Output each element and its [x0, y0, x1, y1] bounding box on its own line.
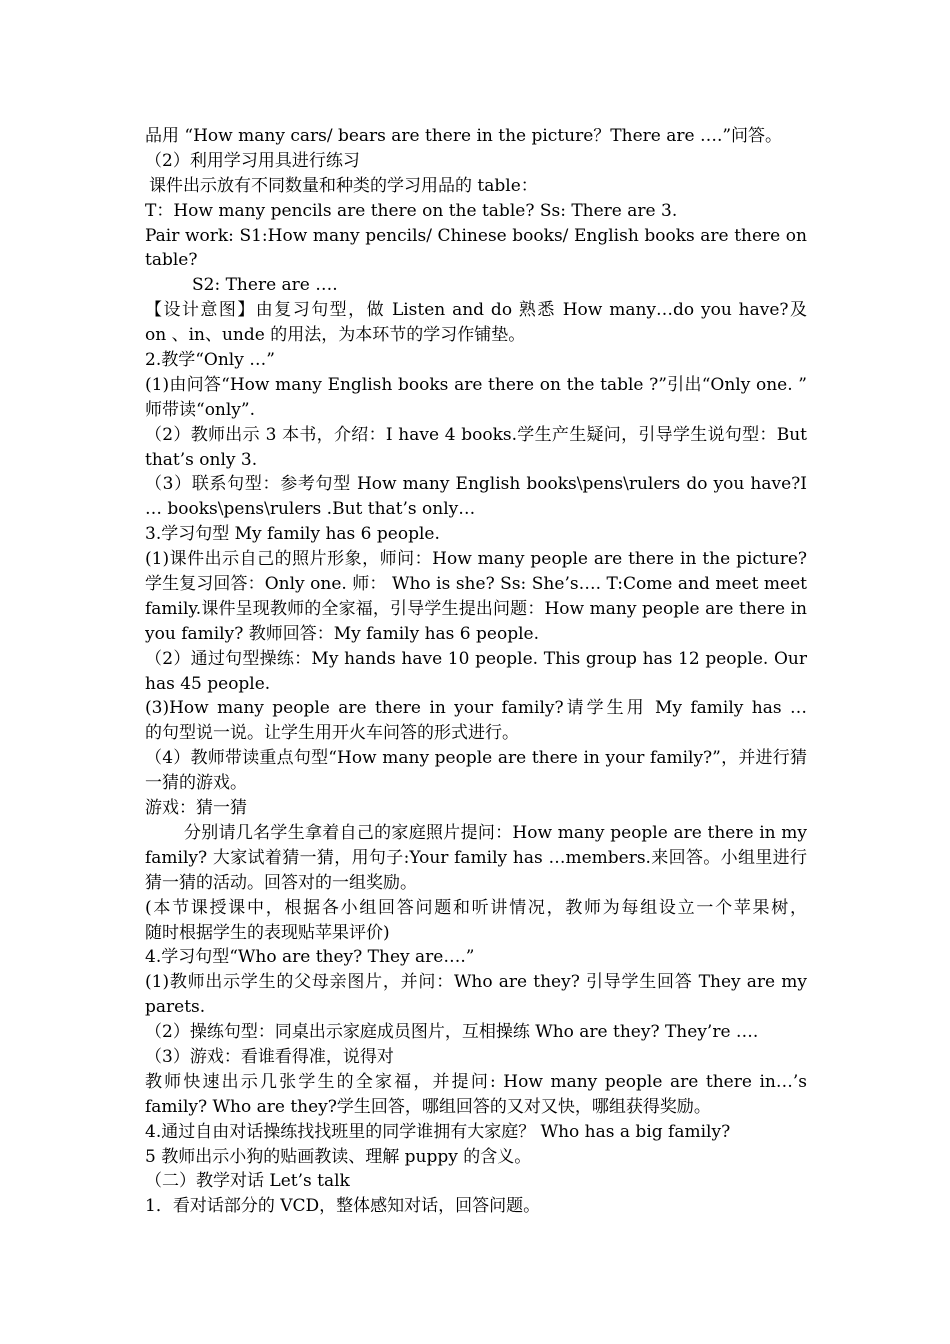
text-line: （3）游戏：看谁看得准，说得对: [145, 1046, 394, 1067]
text-line: table?: [145, 250, 198, 271]
section-heading: 2.教学“Only …”: [145, 350, 275, 371]
text-line: (1)由问答“How many English books are there on the table ?”引出“Only one. ”: [145, 374, 807, 395]
text-line: you family? 教师回答：My family has 6 people.: [145, 623, 539, 644]
text-line: T：How many pencils are there on the table? Ss: There are 3.: [145, 200, 678, 221]
text-line: （4）教师带读重点句型“How many people are there in your family?”，并进行猜: [145, 748, 807, 769]
text-line: … books\pens\rulers .But that’s only…: [145, 499, 476, 520]
text-line: 分别请几名学生拿着自己的家庭照片提问：How many people are there in my: [184, 822, 807, 843]
text-line: parets.: [145, 997, 206, 1018]
text-line: 品用 “How many cars/ bears are there in the picture？There are ….”问答。: [145, 126, 783, 146]
text-line: 教师快速出示几张学生的全家福，并提问: How many people are there in…’s: [145, 1071, 807, 1092]
text-line: (1)教师出示学生的父母亲图片，并问：Who are they? 引导学生回答 They are my: [145, 972, 807, 993]
text-line: 的句型说一说。让学生用开火车问答的形式进行。: [145, 723, 519, 744]
text-line: S2: There are ….: [192, 275, 338, 296]
text-line: 1．看对话部分的 VCD，整体感知对话，回答问题。: [145, 1196, 541, 1217]
text-line: （2）操练句型：同桌出示家庭成员图片，互相操练 Who are they? They’re ….: [145, 1022, 759, 1043]
text-line: that’s only 3.: [145, 449, 258, 470]
section-heading: 3.学习句型 My family has 6 people.: [145, 524, 440, 545]
text-line: 猜一猜的活动。回答对的一组奖励。: [145, 872, 417, 893]
text-line: has 45 people.: [145, 673, 271, 694]
text-line: （3）联系句型：参考句型 How many English books\pens\rulers do you have?I: [145, 474, 807, 495]
text-line: on 、in、unde 的用法，为本环节的学习作铺垫。: [145, 325, 526, 346]
text-line: (本节课授课中，根据各小组回答问题和听讲情况，教师为每组设立一个苹果树，: [145, 897, 807, 918]
text-line: 一猜的游戏。: [145, 773, 247, 794]
game-heading: 游戏：猜一猜: [145, 798, 247, 819]
text-line: （2）通过句型操练：My hands have 10 people. This group has 12 people. Our: [145, 648, 807, 669]
section-heading: 4.学习句型“Who are they? They are….”: [145, 947, 475, 968]
section-heading: 4.通过自由对话操练找找班里的同学谁拥有大家庭？ Who has a big family?: [145, 1121, 731, 1142]
section-heading: （二）教学对话 Let’s talk: [145, 1171, 350, 1192]
text-line: Pair work: S1:How many pencils/ Chinese books/ English books are there on: [145, 225, 807, 246]
text-line: (3)How many people are there in your family?请学生用 My family has …: [145, 698, 807, 719]
text-line: 学生复习回答：Only one. 师： Who is she? Ss: She’s…. T:Come and meet meet: [145, 574, 807, 595]
text-line: （2）利用学习用具进行练习: [145, 150, 360, 171]
text-line: (1)课件出示自己的照片形象，师问：How many people are there in the picture?: [145, 549, 807, 570]
text-line: family.课件呈现教师的全家福，引导学生提出问题：How many people are there in: [145, 598, 807, 619]
text-line: family? Who are they?学生回答，哪组回答的又对又快，哪组获得奖励。: [145, 1096, 711, 1117]
document-body: [145, 124, 807, 1219]
text-line: family? 大家试着猜一猜，用句子:Your family has …members.来回答。小组里进行: [145, 847, 807, 868]
design-intent-line: 【设计意图】由复习句型，做 Listen and do 熟悉 How many…do you have?及: [145, 300, 807, 321]
section-heading: 5 教师出示小狗的贴画教读、理解 puppy 的含义。: [145, 1146, 532, 1167]
text-line: （2）教师出示 3 本书，介绍：I have 4 books.学生产生疑问，引导学生说句型：But: [145, 424, 807, 445]
text-line: 随时根据学生的表现贴苹果评价): [145, 922, 390, 943]
text-line: 师带读“only”.: [145, 399, 256, 420]
text-line: 课件出示放有不同数量和种类的学习用品的 table：: [149, 175, 538, 196]
